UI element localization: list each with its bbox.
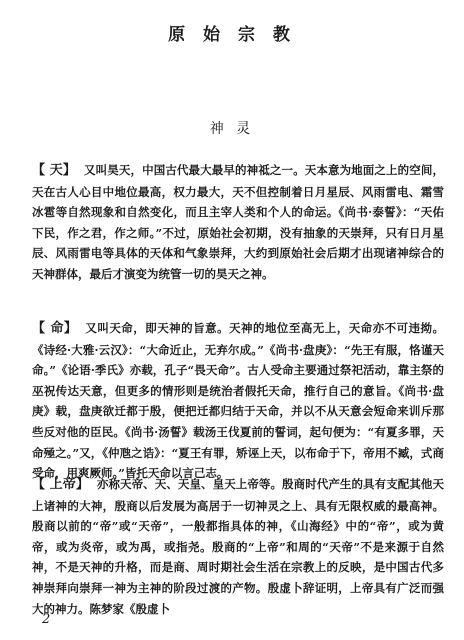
entry-text: 亦称天帝、天、天皇、皇天上帝等。殷商时代产生的具有支配其他天上诸神的大神，殷商以后发展为高居于一切神灵之上、具有无限权威的最高神。殷商以前的“帝”或“天帝”，一般都指具体的神，《山海经》中的“帝”，或为黄帝，或为炎帝，或为禹，或指尧。殷商的“上帝”和周的“天帝”不是来源于自然神，不是天神的升格，而是商、周时期社会生活在宗教上的反映，是中国古代多神崇拜向崇拜一神为主神的阶段过渡的产物。殷虚卜辞证明，上帝具有广泛而强大的神力。陈梦家《殷虚卜 [32, 477, 444, 616]
section-title: 神 灵 [209, 121, 255, 137]
entry-text: 又叫天命，即天神的旨意。天神的地位至高无上，天命亦不可违拗。《诗经·大雅·云汉》：“大命近止，无弃尔成。”《尚书·盘庚》：“先王有服，恪谨天命。”《论语·季氏》亦载，孔子“畏天命”。古人受命主要通过祭祀活动，靠主祭的巫祝传达天意，但更多的情形则是统治者假托天命，推行自己的意旨。《尚书·盘庚》载，盘庚欲迁都于殷，便把迁都归结于天命，并以不从天意会短命来训斥那些反对他的臣民。《尚书·汤誓》载汤王伐夏前的誓词，起句便为：“有夏多罪，天命殛之。”又，《仲虺之诰》：“夏王有罪，矫诬上天，以布命于下，帝用不臧，式商受命，用爽厥师。”皆托天命以言己志。 [32, 321, 444, 481]
entry-term: 【 命】 [32, 321, 78, 336]
entry-tian [32, 160, 444, 285]
entry-shangdi [32, 474, 444, 619]
chapter-title: 原 始 宗 教 [168, 25, 296, 45]
entry-term: 【 上帝】 [32, 477, 89, 492]
entry-term: 【 天】 [32, 163, 76, 178]
page-number: 2 [42, 612, 51, 627]
entry-ming [32, 318, 444, 484]
entry-text: 又叫昊天，中国古代最大最早的神祗之一。天本意为地面之上的空间，天在古人心目中地位最高，权力最大，天不但控制着日月星辰、风雨雷电、霜雪冰雹等自然现象和自然变化，而且主宰人类和个人的命运。《尚书·泰誓》：“天佑下民，作之君，作之师。”不过，原始社会初期，没有抽象的天崇拜，只有日月星辰、风雨雷电等具体的天体和气象崇拜，大约到原始社会后期才出现诸神综合的天神群体，最后才演变为统管一切的昊天之神。 [32, 163, 444, 281]
